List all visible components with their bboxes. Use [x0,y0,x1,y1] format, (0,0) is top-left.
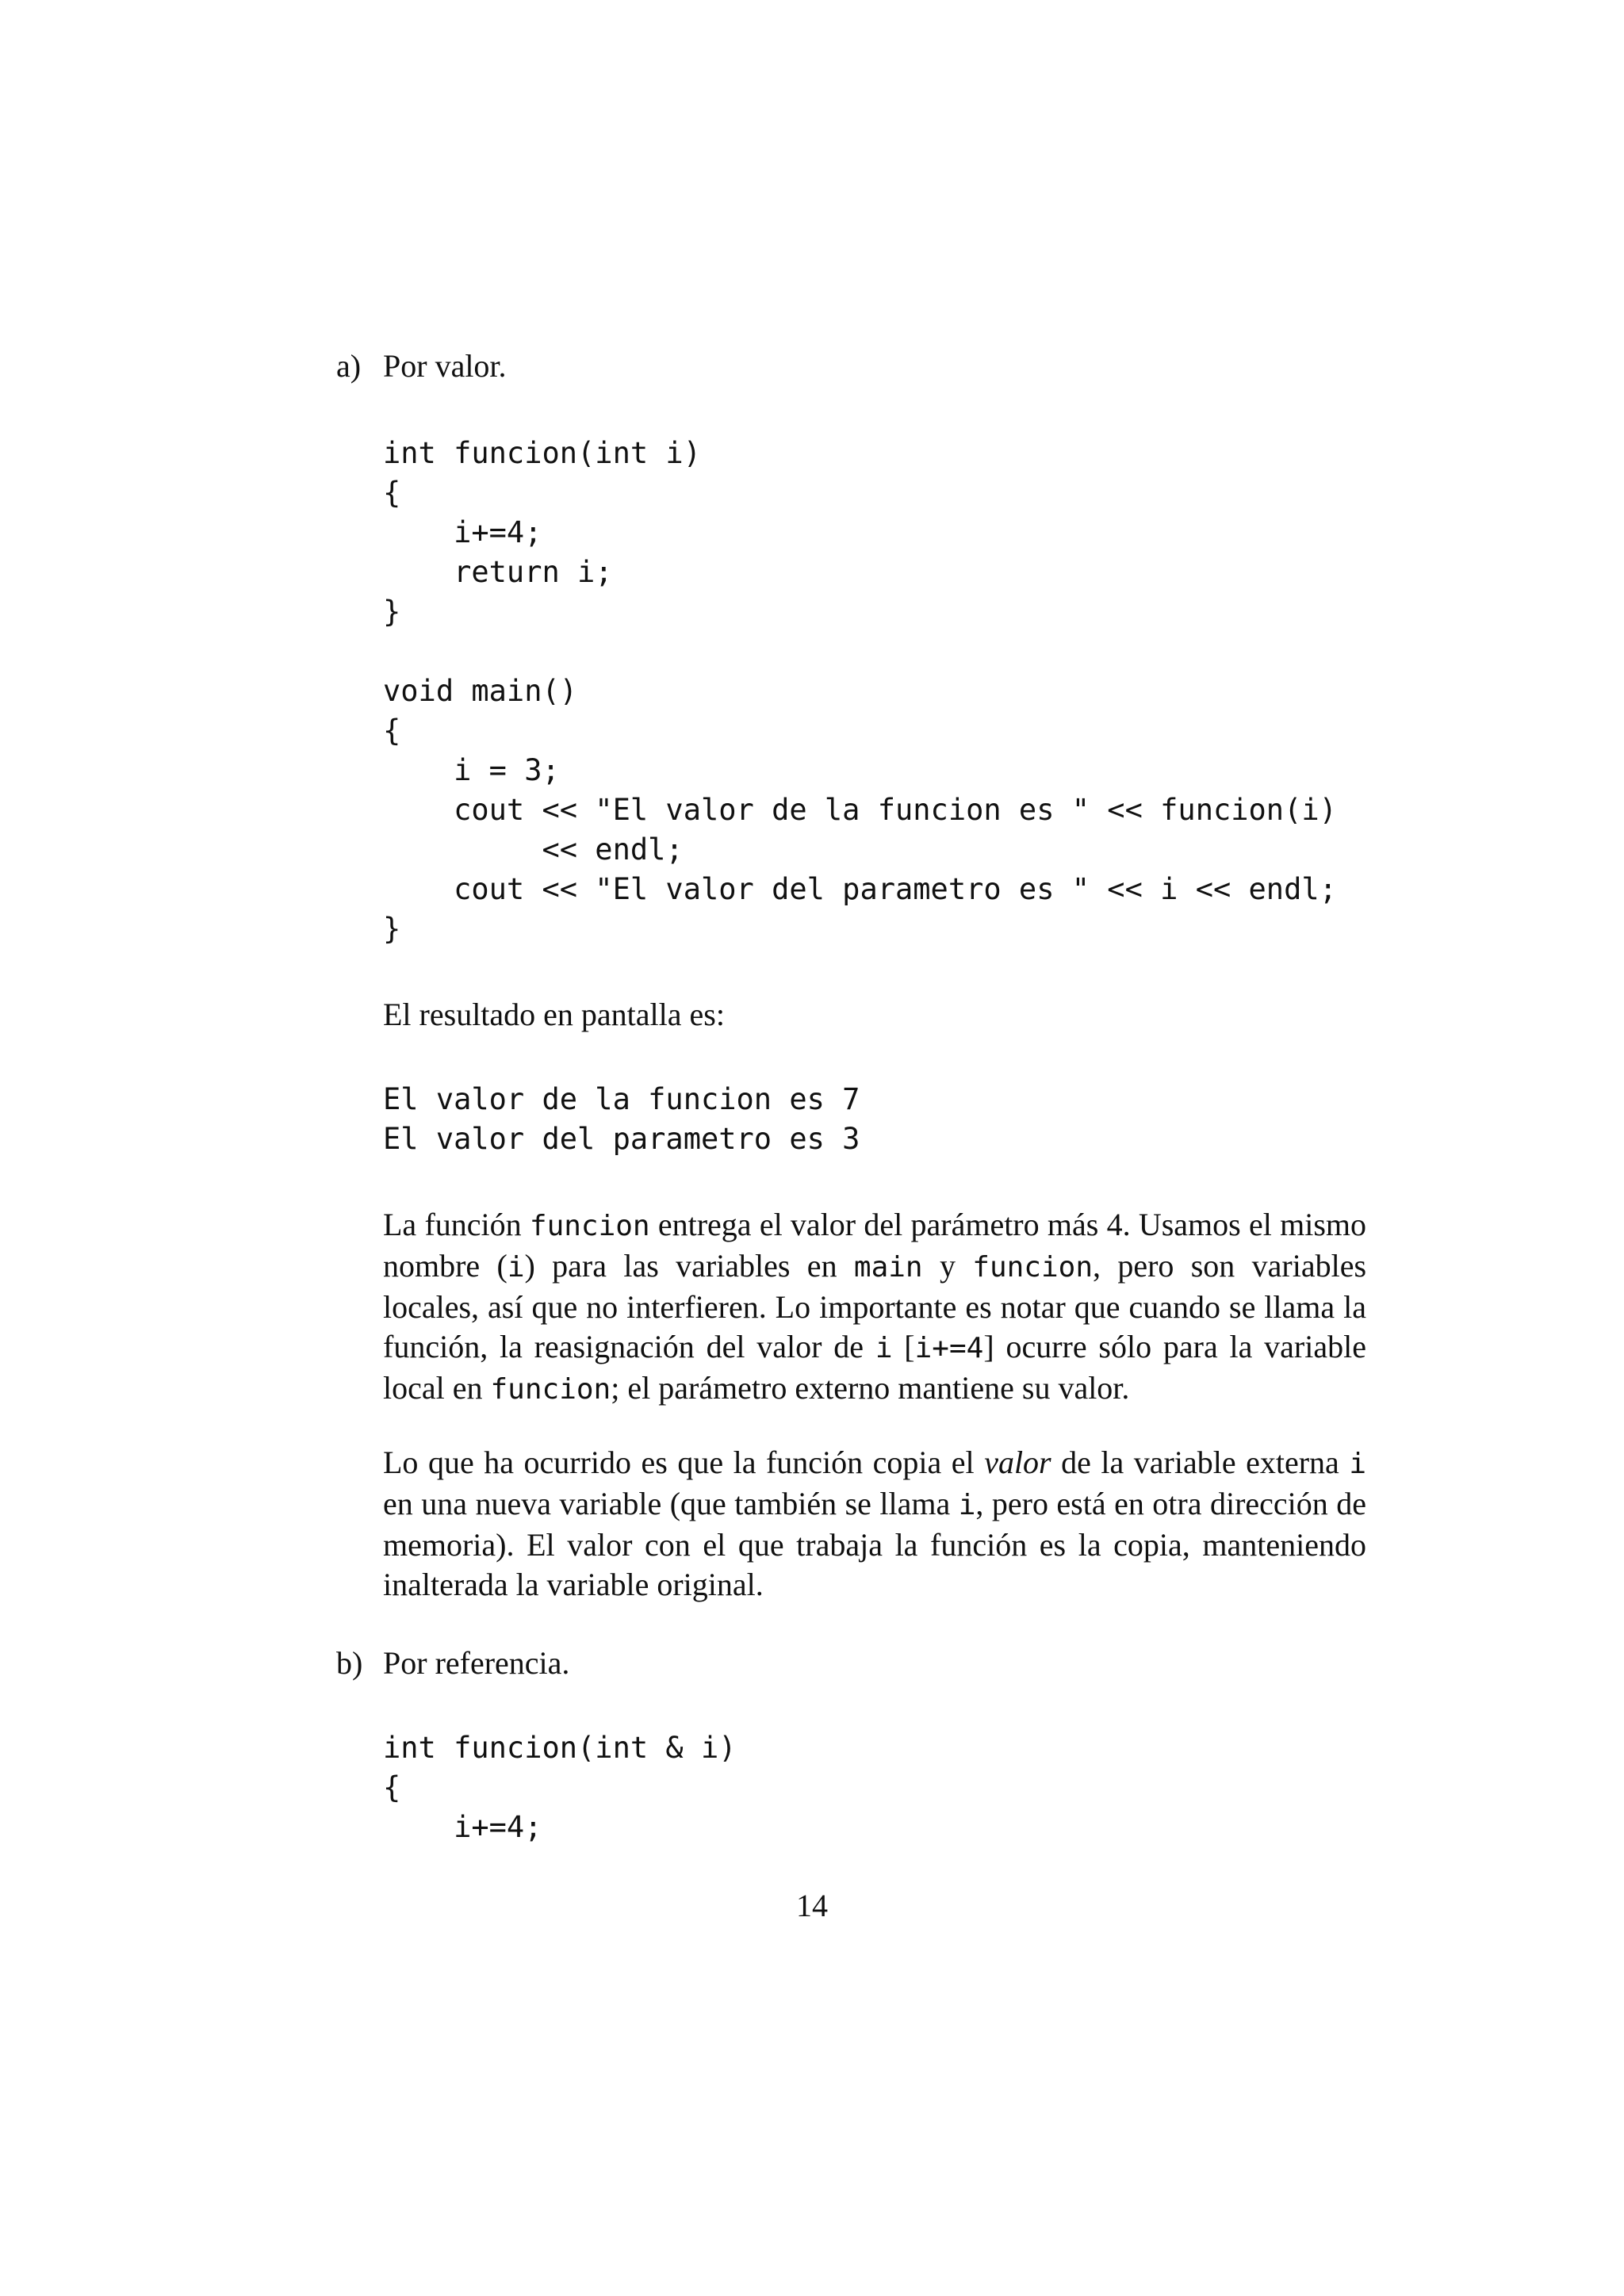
code-line: i+=4; [383,1810,542,1844]
inline-code: i [507,1251,525,1284]
code-line: i+=4; [383,515,542,549]
inline-code: i [1349,1448,1366,1480]
item-title-b: Por referencia. [383,1645,570,1681]
item-title-a: Por valor. [383,348,507,384]
inline-code: i [875,1332,893,1364]
output-block [383,1080,860,1159]
code-block-b [383,1728,737,1847]
item-marker-a: a) [336,348,362,384]
code-line [383,632,1337,672]
result-intro: El resultado en pantalla es: [383,997,725,1032]
page-number: 14 [796,1888,828,1923]
output-line: El valor de la funcion es 7 [383,1082,860,1116]
item-marker-b: b) [336,1645,363,1681]
inline-code: i [958,1489,976,1521]
code-line: int funcion(int i) [383,436,701,470]
inline-code: funcion [490,1373,611,1406]
inline-code: funcion [529,1210,650,1242]
code-line: } [383,595,401,629]
inline-code: main [853,1251,923,1284]
output-line: El valor del parametro es 3 [383,1122,860,1156]
code-line: cout << "El valor de la funcion es " << funcion(i) [383,793,1337,827]
code-line: return i; [383,555,613,589]
inline-code: i+=4 [914,1332,984,1364]
explanation-paragraph-1: La función funcion entrega el valor del parámetro más 4. Usamos el mismo nombre (i) para las variables en main y funcion, pero son variables locales, así que no interfieren. Lo importante es notar que cuando se llama la función, la reasignación del valor de i [i+=4] ocurre sólo para la variable local en funcion; el parámetro externo mantiene su valor. [383,1207,1367,1406]
code-block-a [383,434,1337,949]
code-line: << endl; [383,832,684,867]
inline-code: funcion [972,1251,1093,1284]
code-line: { [383,1770,401,1804]
code-line: void main() [383,674,578,708]
explanation-paragraph-2: Lo que ha ocurrido es que la función copia el valor de la variable externa i en una nueva variable (que también se llama i, pero está en otra dirección de memoria). El valor con el que trabaja la función es la copia, manteniendo inalterada la variable original. [383,1445,1366,1602]
code-line: i = 3; [383,753,560,787]
code-line: { [383,714,401,748]
emphasis: valor [984,1445,1051,1480]
code-line: int funcion(int & i) [383,1731,737,1765]
code-line: } [383,912,401,946]
code-line: cout << "El valor del parametro es " << i << endl; [383,872,1337,906]
code-line: { [383,476,401,510]
